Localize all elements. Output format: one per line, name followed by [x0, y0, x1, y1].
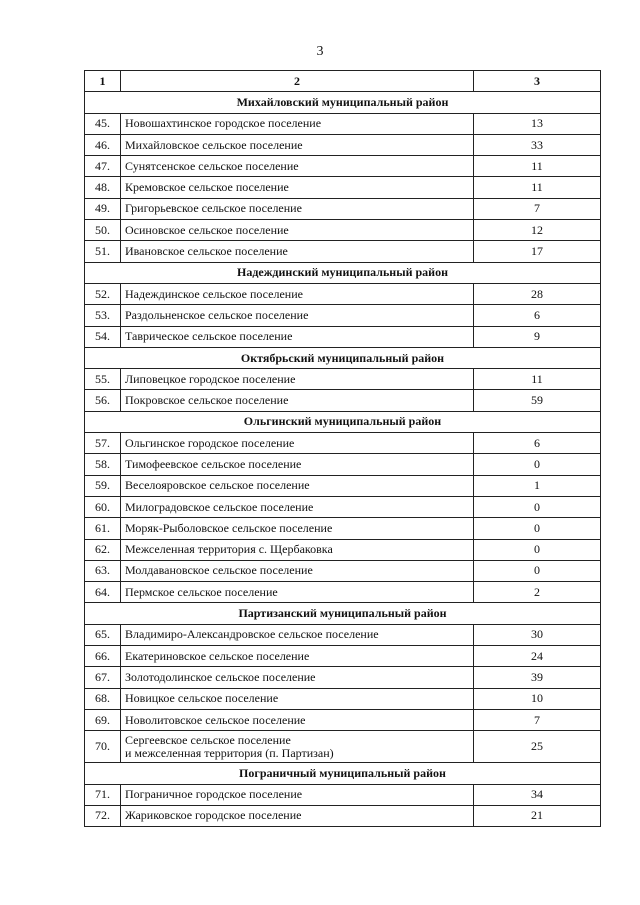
settlement-name-cell: [121, 560, 474, 581]
table-row: [85, 805, 601, 826]
table-row: [85, 113, 601, 134]
column-header-number: 1: [85, 71, 121, 92]
table-row: [85, 496, 601, 517]
settlement-value: 7: [474, 198, 601, 219]
settlement-value: 24: [474, 646, 601, 667]
table-row: [85, 582, 601, 603]
table-row: [85, 177, 601, 198]
row-number: 60.: [85, 496, 121, 517]
settlement-name-cell: [121, 805, 474, 826]
settlement-name-cell: [121, 646, 474, 667]
table-row: [85, 475, 601, 496]
row-number: 68.: [85, 688, 121, 709]
table-body: [85, 71, 601, 827]
settlement-value: 34: [474, 784, 601, 805]
settlement-name-cell: [121, 582, 474, 603]
settlement-value: 11: [474, 177, 601, 198]
table-row: [85, 624, 601, 645]
settlement-name-cell: [121, 784, 474, 805]
settlement-name: Пермское сельское поселение: [125, 584, 278, 599]
settlement-value: 6: [474, 433, 601, 454]
row-number: 69.: [85, 709, 121, 730]
settlement-name-continuation: и межселенная территория (п. Партизан): [125, 745, 334, 760]
settlement-value: 0: [474, 454, 601, 475]
table-row: [85, 156, 601, 177]
district-title: Михайловский муниципальный район: [85, 92, 601, 113]
row-number: 55.: [85, 369, 121, 390]
table-row: [85, 134, 601, 155]
table-row: [85, 539, 601, 560]
settlement-name-cell: [121, 496, 474, 517]
settlement-name-cell: [121, 539, 474, 560]
settlement-name: Екатериновское сельское поселение: [125, 648, 310, 663]
table-row: [85, 305, 601, 326]
row-number: 59.: [85, 475, 121, 496]
settlement-value: 39: [474, 667, 601, 688]
table-row: [85, 688, 601, 709]
settlement-name-cell: [121, 177, 474, 198]
settlement-value: 0: [474, 518, 601, 539]
row-number: 61.: [85, 518, 121, 539]
table-row: [85, 326, 601, 347]
settlement-table: [84, 70, 601, 827]
row-number: 71.: [85, 784, 121, 805]
settlement-value: 0: [474, 496, 601, 517]
settlement-name: Жариковское городское поселение: [125, 808, 302, 823]
district-header-row: [85, 262, 601, 283]
settlement-value: 11: [474, 369, 601, 390]
row-number: 47.: [85, 156, 121, 177]
column-header-value: 3: [474, 71, 601, 92]
table-row: [85, 454, 601, 475]
settlement-name-cell: [121, 305, 474, 326]
settlement-name-cell: [121, 283, 474, 304]
row-number: 48.: [85, 177, 121, 198]
district-header-row: [85, 763, 601, 784]
table-row: [85, 731, 601, 763]
settlement-name-cell: [121, 134, 474, 155]
settlement-name-cell: [121, 688, 474, 709]
row-number: 51.: [85, 241, 121, 262]
district-title: Надеждинский муниципальный район: [85, 262, 601, 283]
district-title: Партизанский муниципальный район: [85, 603, 601, 624]
table-row: [85, 198, 601, 219]
settlement-name: Сергеевское сельское поселение: [125, 732, 291, 747]
settlement-value: 1: [474, 475, 601, 496]
settlement-value: 9: [474, 326, 601, 347]
settlement-name: Тимофеевское сельское поселение: [125, 456, 302, 471]
settlement-value: 13: [474, 113, 601, 134]
table-row: [85, 390, 601, 411]
district-title: Октябрьский муниципальный район: [85, 347, 601, 368]
settlement-name: Милоградовское сельское поселение: [125, 499, 314, 514]
table-row: [85, 220, 601, 241]
settlement-name-cell: [121, 433, 474, 454]
settlement-value: 28: [474, 283, 601, 304]
settlement-name: Таврическое сельское поселение: [125, 329, 293, 344]
settlement-name: Новолитовское сельское поселение: [125, 712, 306, 727]
settlement-value: 11: [474, 156, 601, 177]
column-header-name: 2: [121, 71, 474, 92]
table-header-row: [85, 71, 601, 92]
settlement-value: 12: [474, 220, 601, 241]
table-row: [85, 560, 601, 581]
settlement-name: Ивановское сельское поселение: [125, 244, 288, 259]
row-number: 46.: [85, 134, 121, 155]
table-row: [85, 518, 601, 539]
settlement-value: 25: [474, 731, 601, 763]
row-number: 72.: [85, 805, 121, 826]
settlement-name-cell: [121, 475, 474, 496]
settlement-value: 10: [474, 688, 601, 709]
row-number: 66.: [85, 646, 121, 667]
district-title: Пограничный муниципальный район: [85, 763, 601, 784]
settlement-name: Новошахтинское городское поселение: [125, 116, 322, 131]
settlement-name: Сунятсенское сельское поселение: [125, 158, 299, 173]
settlement-value: 0: [474, 560, 601, 581]
district-header-row: [85, 603, 601, 624]
row-number: 52.: [85, 283, 121, 304]
settlement-name-cell: [121, 518, 474, 539]
row-number: 57.: [85, 433, 121, 454]
settlement-name: Надеждинское сельское поселение: [125, 286, 303, 301]
settlement-value: 7: [474, 709, 601, 730]
settlement-name: Покровское сельское поселение: [125, 393, 289, 408]
settlement-name: Ольгинское городское поселение: [125, 435, 295, 450]
row-number: 63.: [85, 560, 121, 581]
settlement-value: 30: [474, 624, 601, 645]
row-number: 65.: [85, 624, 121, 645]
settlement-name: Владимиро-Александровское сельское поселение: [125, 627, 379, 642]
settlement-name: Липовецкое городское поселение: [125, 371, 296, 386]
settlement-name-cell: [121, 731, 474, 763]
settlement-name-cell: [121, 198, 474, 219]
settlement-name: Новицкое сельское поселение: [125, 691, 279, 706]
row-number: 56.: [85, 390, 121, 411]
settlement-name: Григорьевское сельское поселение: [125, 201, 302, 216]
settlement-name: Пограничное городское поселение: [125, 787, 303, 802]
settlement-name: Осиновское сельское поселение: [125, 222, 289, 237]
table-row: [85, 784, 601, 805]
row-number: 45.: [85, 113, 121, 134]
settlement-name-cell: [121, 667, 474, 688]
row-number: 53.: [85, 305, 121, 326]
settlement-value: 59: [474, 390, 601, 411]
row-number: 50.: [85, 220, 121, 241]
settlement-name-cell: [121, 709, 474, 730]
row-number: 70.: [85, 731, 121, 763]
settlement-name: Межселенная территория с. Щербаковка: [125, 542, 333, 557]
settlement-name: Михайловское сельское поселение: [125, 137, 303, 152]
row-number: 62.: [85, 539, 121, 560]
table-row: [85, 667, 601, 688]
settlement-name: Кремовское сельское поселение: [125, 180, 289, 195]
settlement-value: 33: [474, 134, 601, 155]
settlement-name: Веселояровское сельское поселение: [125, 478, 310, 493]
district-header-row: [85, 92, 601, 113]
settlement-value: 2: [474, 582, 601, 603]
settlement-name-cell: [121, 369, 474, 390]
district-header-row: [85, 347, 601, 368]
settlement-value: 21: [474, 805, 601, 826]
settlement-name: Раздольненское сельское поселение: [125, 307, 309, 322]
settlement-name-cell: [121, 624, 474, 645]
table-row: [85, 433, 601, 454]
settlement-value: 6: [474, 305, 601, 326]
settlement-name-cell: [121, 156, 474, 177]
row-number: 58.: [85, 454, 121, 475]
table-row: [85, 709, 601, 730]
settlement-value: 17: [474, 241, 601, 262]
row-number: 67.: [85, 667, 121, 688]
settlement-name: Золотодолинское сельское поселение: [125, 669, 316, 684]
table-row: [85, 369, 601, 390]
row-number: 64.: [85, 582, 121, 603]
settlement-name-cell: [121, 220, 474, 241]
settlement-name-cell: [121, 241, 474, 262]
settlement-value: 0: [474, 539, 601, 560]
settlement-name-cell: [121, 113, 474, 134]
district-title: Ольгинский муниципальный район: [85, 411, 601, 432]
settlement-name-cell: [121, 390, 474, 411]
page-number: 3: [316, 44, 324, 59]
settlement-name: Моряк-Рыболовское сельское поселение: [125, 520, 333, 535]
district-header-row: [85, 411, 601, 432]
settlement-name-cell: [121, 454, 474, 475]
settlement-name-cell: [121, 326, 474, 347]
table-row: [85, 283, 601, 304]
table-row: [85, 646, 601, 667]
row-number: 54.: [85, 326, 121, 347]
table-row: [85, 241, 601, 262]
row-number: 49.: [85, 198, 121, 219]
settlement-name: Молдавановское сельское поселение: [125, 563, 313, 578]
